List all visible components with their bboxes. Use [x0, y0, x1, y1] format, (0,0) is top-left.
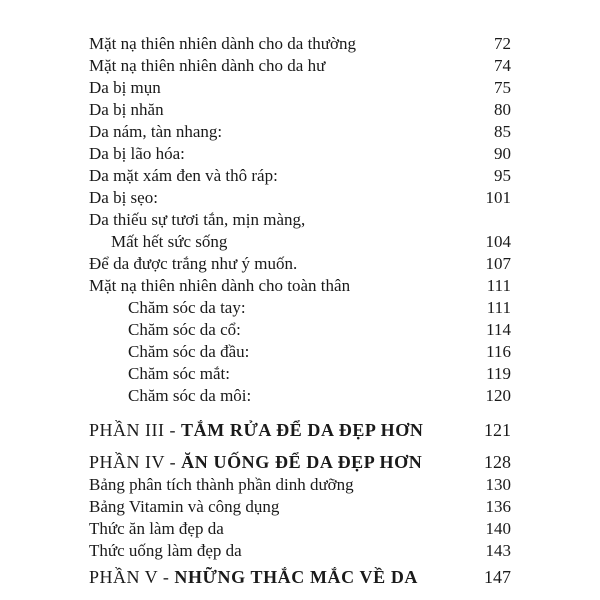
toc-entry: [0, 518, 600, 540]
toc-subentry: [0, 385, 600, 407]
toc-entry-title: Da bị sẹo:: [89, 188, 158, 207]
part-page: 128: [484, 452, 511, 472]
toc-entry-title: Da bị mụn: [89, 78, 161, 97]
toc-entry-title: Chăm sóc mắt:: [128, 364, 230, 383]
toc-entry: [0, 496, 600, 518]
part-number: PHẦN III -: [89, 420, 181, 440]
toc-entry-page: 85: [494, 122, 511, 141]
toc-entry: [0, 165, 600, 187]
toc-entry-title: Bảng Vitamin và công dụng: [89, 497, 280, 516]
part-heading: [0, 419, 600, 441]
toc-entry-title: Chăm sóc da cổ:: [128, 320, 241, 339]
toc-entry-page: 95: [494, 166, 511, 185]
part-title: ĂN UỐNG ĐỂ DA ĐẸP HƠN: [181, 452, 423, 472]
toc-entry-title: Mất hết sức sống: [111, 232, 228, 251]
toc-entry-title: Thức ăn làm đẹp da: [89, 519, 224, 538]
part-heading: [0, 566, 600, 588]
toc-entry-title: Chăm sóc da đầu:: [128, 342, 250, 361]
toc-subentry: [0, 297, 600, 319]
toc-entry-page: 130: [485, 475, 511, 494]
toc-entry-title: Mặt nạ thiên nhiên dành cho da thường: [89, 34, 357, 53]
toc-entry: [0, 474, 600, 496]
toc-entry-page: 120: [485, 386, 511, 405]
toc-entry-title: Da thiếu sự tươi tắn, mịn màng,: [89, 210, 306, 229]
part-heading: [0, 451, 600, 473]
toc-entry-title: Da bị lão hóa:: [89, 144, 185, 163]
toc-entry-page: 143: [485, 541, 511, 560]
toc-entry-page: 119: [486, 364, 511, 383]
toc-entry-title: Da bị nhăn: [89, 100, 164, 119]
toc-entry-page: 136: [485, 497, 511, 516]
toc-entry-title: Chăm sóc da môi:: [128, 386, 252, 405]
toc-entry-page: 104: [485, 232, 511, 251]
toc-entry: [0, 143, 600, 165]
toc-subentry: [0, 341, 600, 363]
toc-entry-title: Chăm sóc da tay:: [128, 298, 246, 317]
toc-entry: [0, 540, 600, 562]
toc-entry: [0, 231, 600, 253]
toc-entry: [0, 253, 600, 275]
toc-entry: [0, 275, 600, 297]
toc-entry-title: Da nám, tàn nhang:: [89, 122, 223, 141]
toc-entry: [0, 55, 600, 77]
part-number: PHẦN IV -: [89, 452, 182, 472]
toc-subentry: [0, 319, 600, 341]
toc-entry-page: 116: [486, 342, 511, 361]
toc-entry: [0, 187, 600, 209]
toc-entry: [0, 77, 600, 99]
toc-entry-page: 80: [494, 100, 511, 119]
part-page: 121: [484, 420, 511, 440]
toc-subentry: [0, 363, 600, 385]
toc-entry-title: Để da được trắng như ý muốn.: [89, 254, 298, 273]
toc-entry: [0, 33, 600, 55]
part-title: TẮM RỬA ĐỂ DA ĐẸP HƠN: [180, 420, 424, 440]
part-page: 147: [484, 567, 511, 587]
toc-entry-page: 111: [486, 298, 511, 317]
toc-entry: [0, 209, 600, 231]
toc-entry-page: 90: [494, 144, 511, 163]
toc-entry-title: Bảng phân tích thành phần dinh dưỡng: [89, 475, 354, 494]
toc-entry-title: Da mặt xám đen và thô ráp:: [89, 166, 278, 185]
toc-entry-page: 114: [486, 320, 511, 339]
toc-entry-page: 101: [485, 188, 511, 207]
toc-entry-title: Mặt nạ thiên nhiên dành cho da hư: [89, 56, 326, 75]
part-number: PHẦN V -: [89, 567, 175, 587]
toc-entry-title: Thức uống làm đẹp da: [89, 541, 242, 560]
toc-entry-page: 140: [485, 519, 511, 538]
toc-entry-page: 107: [485, 254, 511, 273]
toc-entry-page: 111: [486, 276, 511, 295]
toc-entry-page: 74: [494, 56, 511, 75]
toc-entry: [0, 99, 600, 121]
part-title: NHỮNG THẮC MẮC VỀ DA: [174, 567, 419, 587]
toc-entry: [0, 121, 600, 143]
toc-entry-page: 72: [494, 34, 511, 53]
toc-entry-page: 75: [494, 78, 511, 97]
toc-entry-title: Mặt nạ thiên nhiên dành cho toàn thân: [89, 276, 351, 295]
